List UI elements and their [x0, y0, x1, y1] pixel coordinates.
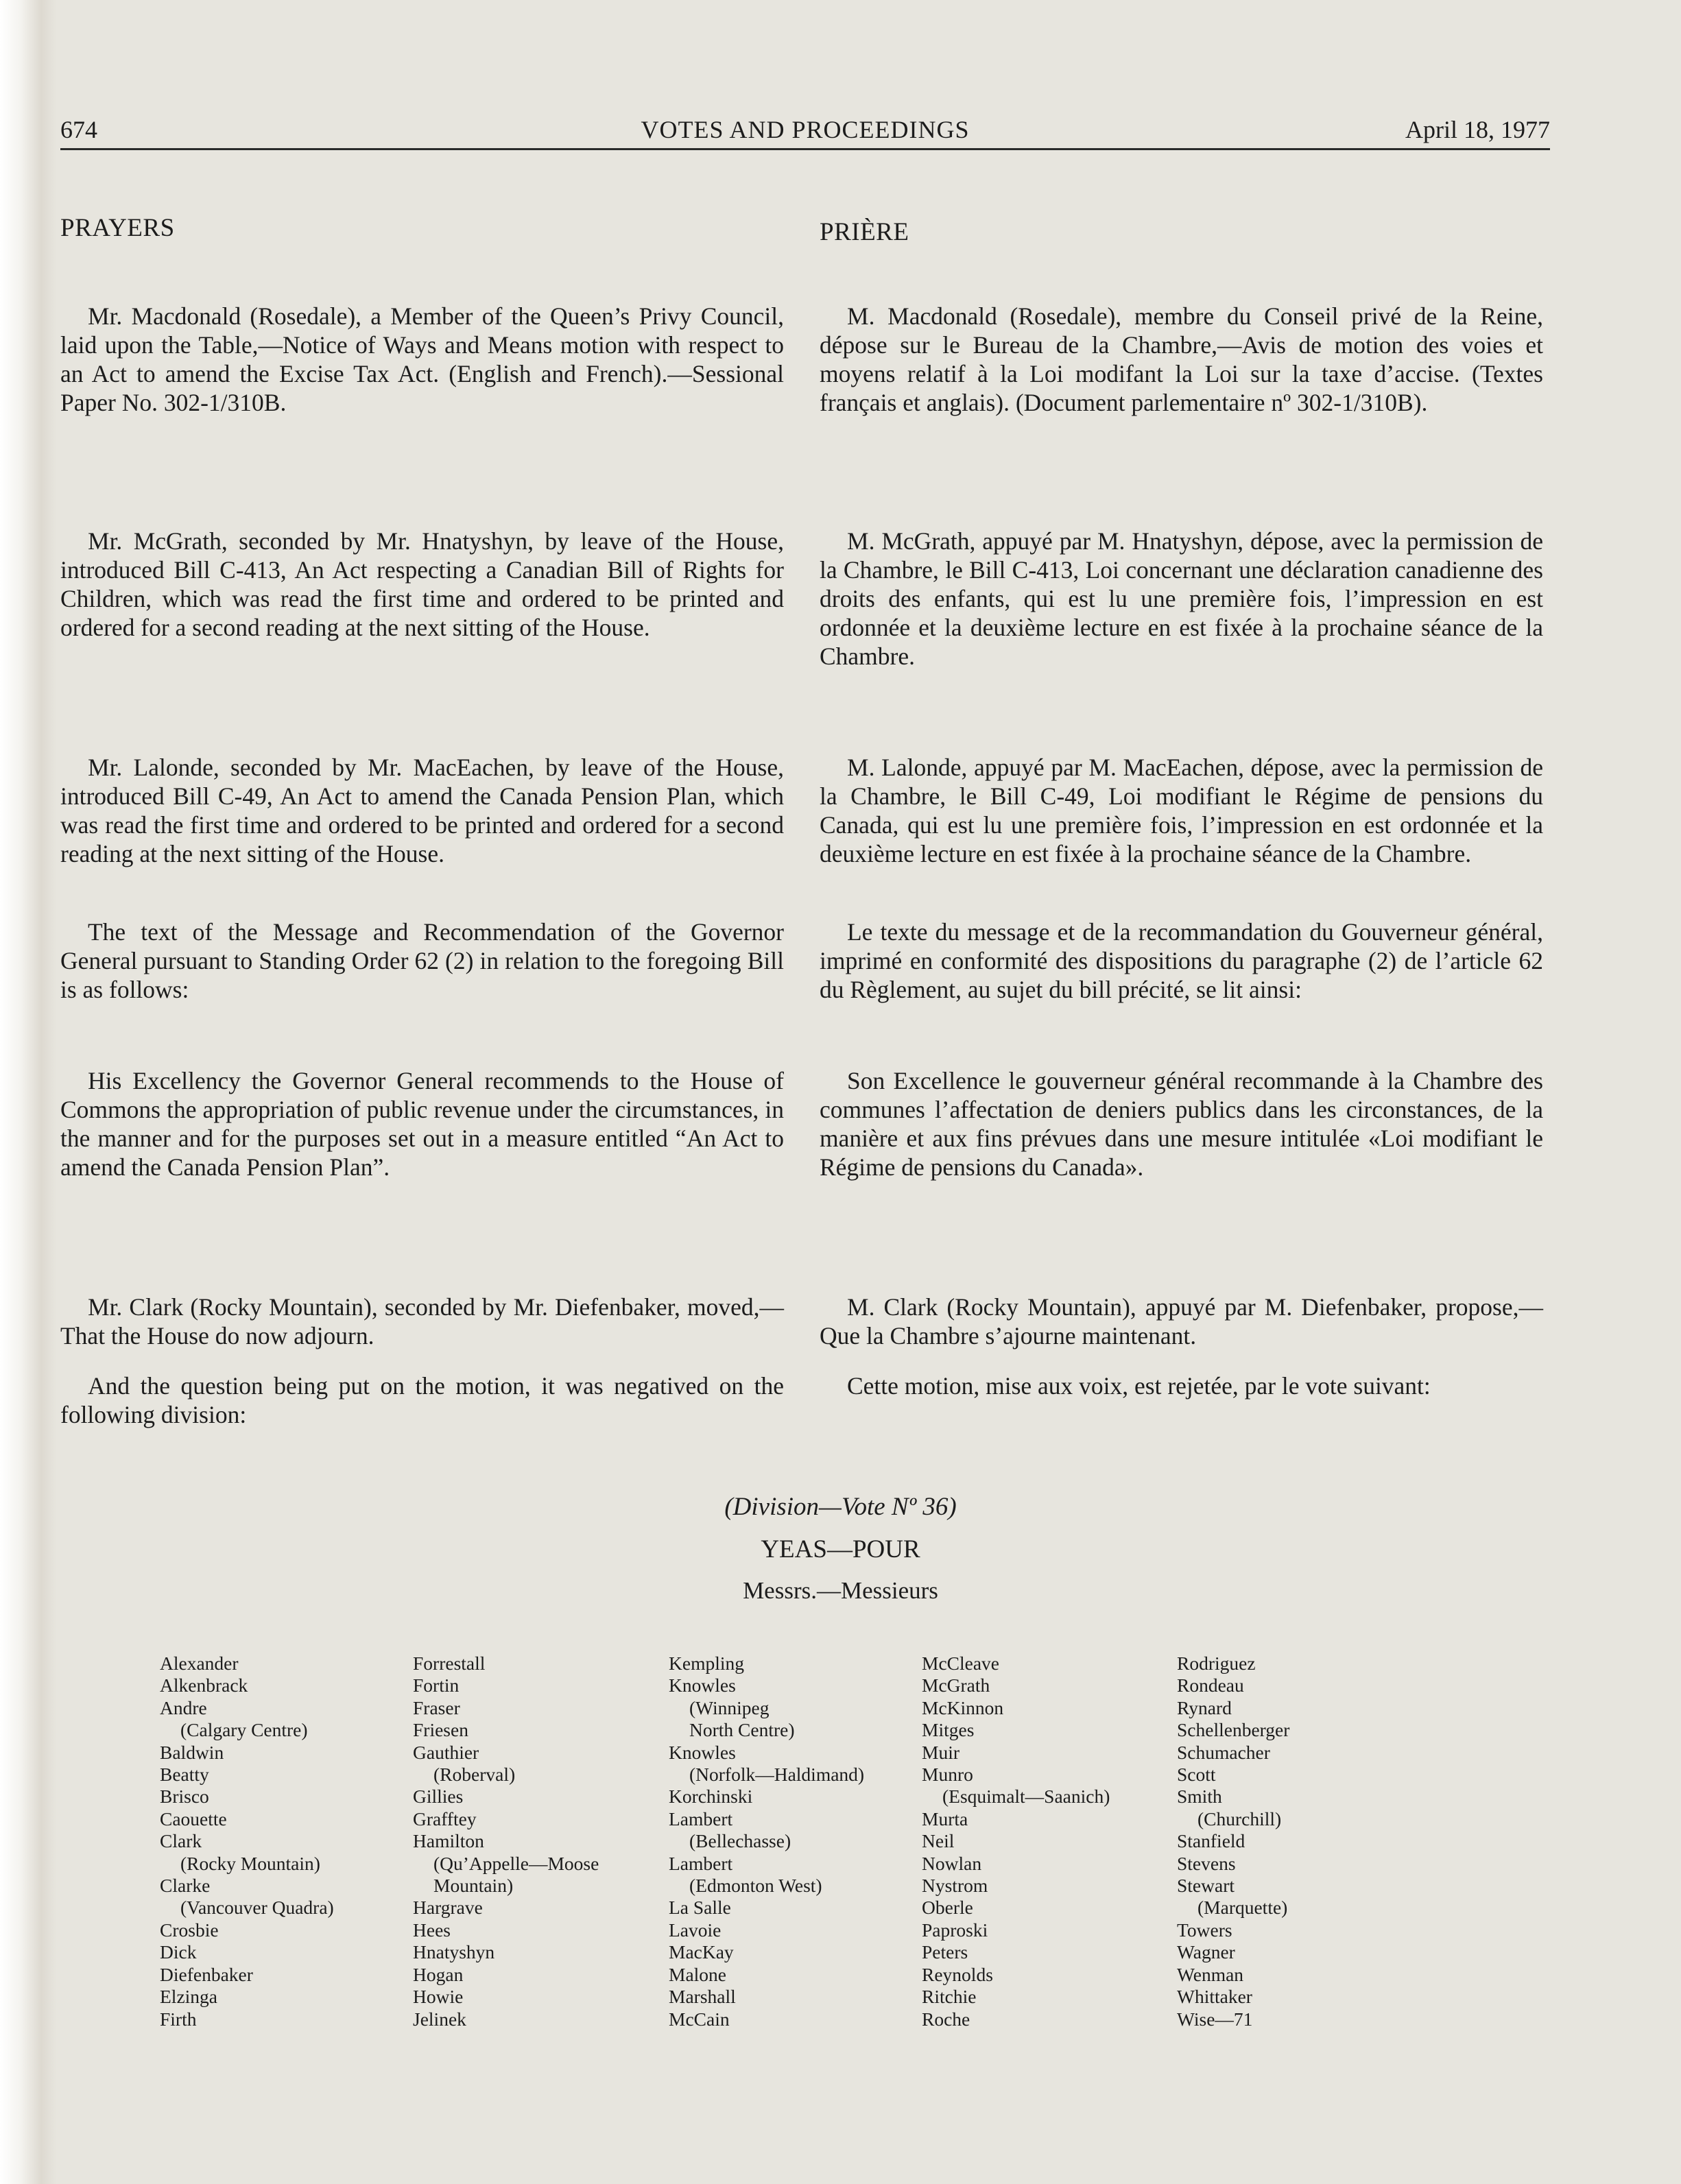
member-name: Peters [922, 1941, 968, 1963]
member-name: Alkenbrack [160, 1675, 248, 1696]
english-para-5: His Excellency the Governor General recommends to the House of Commons the appropriation of public revenue under the circumstances, in the manner and for the purposes set out in a measure entitled “An Act to amend the Canada Pension Plan”. [60, 1067, 784, 1181]
member-name: McKinnon [922, 1696, 1004, 1718]
member-name: MacKay [669, 1941, 734, 1963]
french-para-3: M. Lalonde, appuyé par M. MacEachen, dépose, avec la permission de la Chambre, le Bill C-49, Loi modifiant le Régime de pensions du Canada, qui est lu une première fois, l’impression en est ordonnée et la deuxième lecture en est fixée à la prochaine séance de la Chambre. [820, 754, 1543, 867]
member-name: (Churchill) [1197, 1808, 1282, 1829]
member-name: Fortin [413, 1675, 460, 1696]
member-name: Hogan [413, 1963, 464, 1985]
member-name: Korchinski [669, 1786, 753, 1808]
member-name: McGrath [922, 1675, 990, 1696]
member-name: Diefenbaker [160, 1963, 253, 1985]
running-title: VOTES AND PROCEEDINGS [641, 116, 970, 143]
member-name: (Calgary Centre) [180, 1719, 308, 1741]
member-name: (Esquimalt—Saanich) [942, 1786, 1110, 1808]
member-name: Wise—71 [1177, 2008, 1253, 2030]
english-para-2: Mr. McGrath, seconded by Mr. Hnatyshyn, by leave of the House, introduced Bill C-413, An Act respecting a Canadian Bill of Rights for Children, which was read the first time and ordered to be printed and ordered for a second reading at the next sitting of the House. [60, 527, 784, 641]
member-name: Lambert [669, 1808, 733, 1829]
member-name: Gillies [413, 1786, 464, 1808]
member-name: Lavoie [669, 1919, 722, 1941]
french-heading: PRIÈRE [820, 218, 909, 246]
member-name: Murta [922, 1808, 968, 1829]
member-name: Jelinek [413, 2008, 466, 2030]
french-para-6: M. Clark (Rocky Mountain), appuyé par M. Diefenbaker, propose,—Que la Chambre s’ajourne maintenant. [820, 1293, 1543, 1349]
member-name: Wenman [1177, 1963, 1244, 1985]
member-name: Hamilton [413, 1830, 484, 1852]
member-name: Oberle [922, 1897, 973, 1919]
names-column-5 [1177, 1653, 1289, 2030]
french-para-5: Son Excellence le gouverneur général recommande à la Chambre des communes l’affectation de deniers publics dans les circonstances, de la manière et aux fins prévues dans une mesure intitulée «Loi modifiant le Régime de pensions du Canada». [820, 1067, 1543, 1181]
member-name: (Roberval) [433, 1764, 516, 1786]
member-name: La Salle [669, 1897, 731, 1919]
member-name: Dick [160, 1941, 197, 1963]
member-name: Friesen [413, 1719, 468, 1741]
member-name: (Qu’Appelle—Moose [433, 1852, 599, 1874]
member-name: McCleave [922, 1653, 1000, 1674]
names-column-2 [413, 1653, 599, 2030]
member-name: Fraser [413, 1696, 460, 1718]
member-name: (Rocky Mountain) [180, 1852, 320, 1874]
member-name: Mitges [922, 1719, 975, 1741]
division-title: (Division—Vote Nº 36) [724, 1493, 957, 1521]
member-name: Beatty [160, 1764, 209, 1786]
english-para-3: Mr. Lalonde, seconded by Mr. MacEachen, by leave of the House, introduced Bill C-49, An Act to amend the Canada Pension Plan, which was read the first time and ordered to be printed and ordered for a second reading at the next sitting of the House. [60, 754, 784, 867]
member-name: Reynolds [922, 1963, 993, 1985]
member-name: Elzinga [160, 1986, 217, 2008]
member-name: Wagner [1177, 1941, 1235, 1963]
page-edge [0, 0, 56, 2184]
french-para-7: Cette motion, mise aux voix, est rejetée, par le vote suivant: [847, 1372, 1431, 1400]
member-name: Crosbie [160, 1919, 219, 1941]
member-name: Knowles [669, 1675, 736, 1696]
member-name: Rodriguez [1177, 1653, 1256, 1674]
member-name: (Marquette) [1197, 1897, 1288, 1919]
french-para-1: M. Macdonald (Rosedale), membre du Conseil privé de la Reine, dépose sur le Bureau de la Chambre,—Avis de motion des voies et moyens relatif à la Loi modifant la Loi sur la taxe d’accise. (Textes français et anglais). (Document parlementaire nº 302-1/310B). [820, 302, 1543, 416]
member-name: Muir [922, 1741, 959, 1763]
names-column-1 [160, 1653, 334, 2030]
member-name: Hargrave [413, 1897, 483, 1919]
member-name: Rondeau [1177, 1675, 1244, 1696]
page-header [60, 110, 1550, 150]
member-name: Clarke [160, 1875, 211, 1897]
member-name: Towers [1177, 1919, 1232, 1941]
member-name: Lambert [669, 1852, 733, 1874]
member-name: Howie [413, 1986, 464, 2008]
member-name: Whittaker [1177, 1986, 1252, 2008]
member-name: (Edmonton West) [689, 1875, 822, 1897]
english-para-4: The text of the Message and Recommendation of the Governor General pursuant to Standing Order 62 (2) in relation to the foregoing Bill is as follows: [60, 918, 784, 1003]
member-name: Hees [413, 1919, 451, 1941]
member-name: McCain [669, 2008, 730, 2030]
member-name: (Bellechasse) [689, 1830, 791, 1852]
names-column-4 [922, 1653, 1110, 2030]
member-name: Clark [160, 1830, 202, 1852]
member-name: Baldwin [160, 1741, 224, 1763]
member-name: Caouette [160, 1808, 227, 1829]
member-name: (Winnipeg [689, 1696, 770, 1718]
member-name: Smith [1177, 1786, 1222, 1808]
member-name: Roche [922, 2008, 970, 2030]
member-name: Scott [1177, 1764, 1216, 1786]
member-name: Schumacher [1177, 1741, 1270, 1763]
member-name: Stevens [1177, 1852, 1236, 1874]
member-name: Neil [922, 1830, 955, 1852]
messrs-heading: Messrs.—Messieurs [743, 1577, 938, 1604]
french-para-4: Le texte du message et de la recommandation du Gouverneur général, imprimé en conformité des dispositions du paragraphe (2) de l’article 62 du Règlement, au sujet du bill précité, se lit ainsi: [820, 918, 1543, 1003]
member-name: Knowles [669, 1741, 736, 1763]
english-para-6: Mr. Clark (Rocky Mountain), seconded by Mr. Diefenbaker, moved,—That the House do now adjourn. [60, 1293, 784, 1349]
yeas-heading: YEAS—POUR [761, 1535, 920, 1563]
member-name: Kempling [669, 1653, 744, 1674]
member-name: Hnatyshyn [413, 1941, 495, 1963]
member-name: Nystrom [922, 1875, 988, 1897]
page-number: 674 [60, 116, 97, 143]
member-name: North Centre) [689, 1719, 795, 1741]
member-name: Brisco [160, 1786, 209, 1808]
english-para-7: And the question being put on the motion, it was negatived on the following division: [60, 1372, 784, 1428]
member-name: Schellenberger [1177, 1719, 1290, 1741]
member-name: Nowlan [922, 1852, 982, 1874]
member-name: Gauthier [413, 1741, 479, 1763]
member-name: Firth [160, 2008, 197, 2030]
english-para-1: Mr. Macdonald (Rosedale), a Member of the Queen’s Privy Council, laid upon the Table,—Notice of Ways and Means motion with respect to an Act to amend the Excise Tax Act. (English and French).—Sessional Paper No. 302-1/310B. [60, 302, 784, 416]
member-name: (Norfolk—Haldimand) [689, 1764, 865, 1786]
header-date: April 18, 1977 [1405, 116, 1550, 143]
english-heading: PRAYERS [60, 214, 175, 242]
french-para-2: M. McGrath, appuyé par M. Hnatyshyn, dépose, avec la permission de la Chambre, le Bill C-413, Loi concernant une déclaration canadienne des droits des enfants, qui est lu une première fois, l’impression en est ordonnée et la deuxième lecture en est fixée à la prochaine séance de la Chambre. [820, 527, 1543, 670]
member-name: Grafftey [413, 1808, 477, 1829]
member-name: Rynard [1177, 1696, 1232, 1718]
member-name: Malone [669, 1963, 727, 1985]
member-name: Paproski [922, 1919, 988, 1941]
member-name: (Vancouver Quadra) [180, 1897, 334, 1919]
names-column-3 [669, 1653, 864, 2030]
member-name: Munro [922, 1764, 973, 1786]
member-name: Andre [160, 1696, 207, 1718]
member-name: Alexander [160, 1653, 239, 1674]
member-name: Forrestall [413, 1653, 486, 1674]
member-name: Ritchie [922, 1986, 977, 2008]
member-name: Marshall [669, 1986, 736, 2008]
member-name: Mountain) [433, 1875, 514, 1897]
member-name: Stanfield [1177, 1830, 1245, 1852]
member-name: Stewart [1177, 1875, 1235, 1897]
